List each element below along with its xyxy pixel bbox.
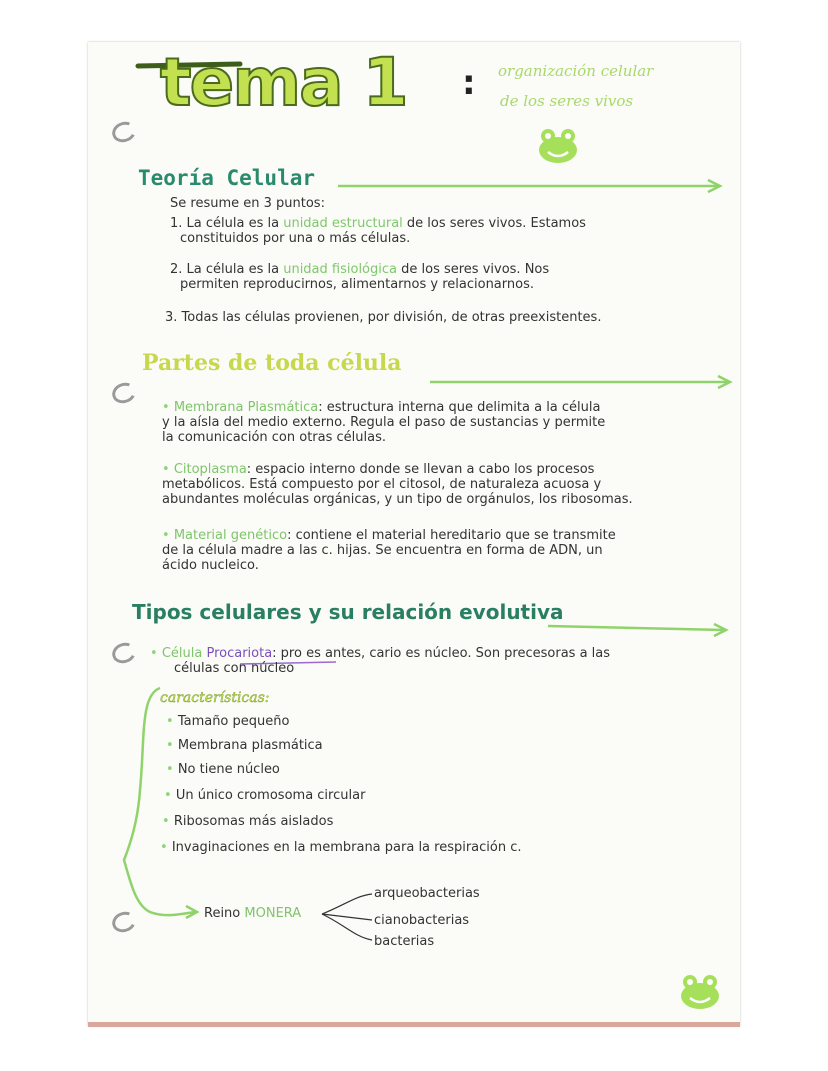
teoria-intro: Se resume en 3 puntos: bbox=[170, 196, 325, 211]
list-item: • Ribosomas más aislados bbox=[162, 814, 334, 829]
list-item: • No tiene núcleo bbox=[166, 762, 280, 777]
branch-cianobacterias: cianobacterias bbox=[374, 913, 470, 928]
teoria-point-3: 3. Todas las células provienen, por división, de otras preexistentes. bbox=[165, 310, 602, 325]
frog-icon bbox=[536, 126, 580, 166]
title-subtitle-line2: de los seres vivos bbox=[500, 92, 634, 110]
branch-bacterias: bacterias bbox=[374, 934, 435, 949]
teoria-point-2: 2. La célula es la unidad fisiológica de los seres vivos. Nos permiten reproducirnos, alimentarnos y relacionarnos. bbox=[170, 262, 550, 292]
list-item: • Membrana plasmática bbox=[166, 738, 323, 753]
list-item: • Un único cromosoma circular bbox=[164, 788, 366, 803]
title-colon: : bbox=[462, 63, 476, 103]
tipos-procariota: • Célula Procariota: pro es antes, cario es núcleo. Son precesoras a las células con núcleo bbox=[150, 646, 611, 676]
caracteristicas-heading: características: bbox=[160, 690, 270, 706]
list-item: • Invaginaciones en la membrana para la respiración c. bbox=[160, 840, 522, 855]
list-item: • Tamaño pequeño bbox=[166, 714, 290, 729]
section-heading-partes: Partes de toda célula bbox=[142, 350, 402, 376]
partes-item-material: • Material genético: contiene el material hereditario que se transmite de la célula madre a las c. hijas. Se encuentra en forma de ADN, un ácido nucleico. bbox=[162, 528, 616, 573]
partes-item-membrana: • Membrana Plasmática: estructura interna que delimita a la célula y la aísla del medio externo. Regula el paso de sustancias y permite la comunicación con otras células. bbox=[162, 400, 606, 445]
page-title: tema 1 bbox=[160, 44, 407, 121]
section-heading-teoria: Teoría Celular bbox=[138, 166, 316, 190]
branch-arqueobacterias: arqueobacterias bbox=[374, 886, 480, 901]
arrow-line bbox=[548, 626, 724, 630]
section-heading-tipos: Tipos celulares y su relación evolutiva bbox=[132, 600, 564, 624]
reino-label: Reino MONERA bbox=[204, 906, 302, 921]
title-subtitle-line1: organización celular bbox=[498, 62, 654, 80]
partes-item-citoplasma: • Citoplasma: espacio interno donde se llevan a cabo los procesos metabólicos. Está compuesto por el citosol, de naturaleza acuosa y abundantes moléculas orgánicas, y un tipo de orgánulos, los ribosomas. bbox=[162, 462, 633, 507]
teoria-point-1: 1. La célula es la unidad estructural de los seres vivos. Estamos constituidos por una o más células. bbox=[170, 216, 586, 246]
frog-icon bbox=[678, 972, 722, 1012]
